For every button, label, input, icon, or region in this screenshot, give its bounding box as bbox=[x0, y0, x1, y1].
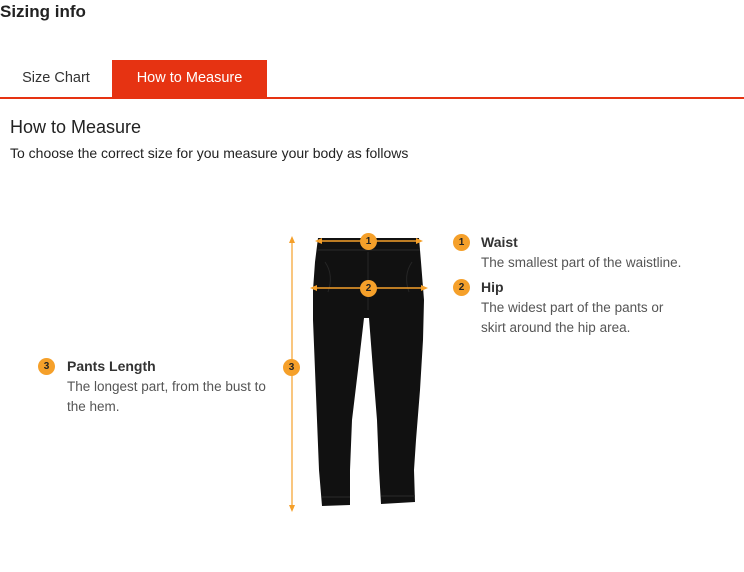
hip-legend-marker: 2 bbox=[453, 279, 470, 296]
hip-description: The widest part of the pants or skirt around the hip area. bbox=[481, 300, 664, 335]
waist-description: The smallest part of the waistline. bbox=[481, 255, 682, 270]
length-legend-marker: 3 bbox=[38, 358, 55, 375]
waist-legend-marker: 1 bbox=[453, 234, 470, 251]
pants-length-label: Pants Length bbox=[67, 358, 156, 374]
section-heading: How to Measure bbox=[10, 117, 142, 137]
page-title: Sizing info bbox=[0, 2, 86, 21]
pants-length-description: The longest part, from the bust to the hem. bbox=[67, 379, 266, 414]
length-marker-on-diagram: 3 bbox=[283, 359, 300, 376]
intro-text: To choose the correct size for you measure your body as follows bbox=[10, 145, 409, 161]
pants-illustration bbox=[313, 238, 424, 506]
tab-how-to-measure[interactable]: How to Measure bbox=[112, 60, 267, 97]
hip-label: Hip bbox=[481, 279, 504, 295]
waist-marker-on-diagram: 1 bbox=[360, 233, 377, 250]
tab-size-chart[interactable]: Size Chart bbox=[0, 60, 112, 97]
hip-marker-on-diagram: 2 bbox=[360, 280, 377, 297]
waist-label: Waist bbox=[481, 234, 518, 250]
